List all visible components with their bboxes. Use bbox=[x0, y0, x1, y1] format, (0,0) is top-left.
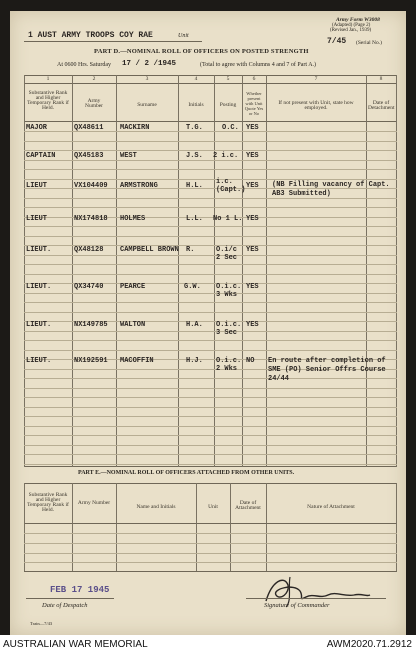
posting-cell: i.c. (Capt.) bbox=[216, 178, 246, 194]
surname-cell: PEARCE bbox=[120, 283, 146, 291]
army-number-cell: QX45183 bbox=[74, 152, 104, 160]
surname-cell: ARMSTRONG bbox=[120, 182, 158, 190]
part-e-header-nature: Nature of Attachment bbox=[307, 504, 355, 510]
posting-cell: O.C. bbox=[222, 124, 239, 132]
signature-label: Signature of Commander bbox=[264, 602, 330, 609]
present-cell: YES bbox=[246, 246, 259, 254]
table-bottom-border bbox=[24, 466, 397, 467]
present-cell: NO bbox=[246, 357, 255, 365]
initials-cell: T.G. bbox=[186, 124, 203, 132]
date-suffix: (Total to agree with Columns 4 and 7 of Part A.) bbox=[200, 62, 317, 68]
ruled-line bbox=[24, 464, 397, 465]
ruled-line bbox=[24, 302, 397, 303]
col-header-rank: Substantive Rank and Higher Temporary Rank if Held. bbox=[27, 90, 69, 111]
surname-cell: WEST bbox=[120, 152, 137, 160]
col-num-1: 1 bbox=[46, 76, 50, 82]
date-prefix: At 0600 Hrs. Saturday bbox=[57, 62, 111, 68]
ruled-line bbox=[24, 207, 397, 208]
part-e-rule bbox=[24, 533, 397, 534]
ruled-line bbox=[24, 426, 397, 427]
army-number-cell: NX192591 bbox=[74, 357, 108, 365]
serial-label: (Serial No.) bbox=[356, 40, 382, 46]
footer-accession: AWM2020.71.2912 bbox=[326, 639, 412, 650]
part-e-col-3 bbox=[196, 483, 197, 571]
ruled-line bbox=[24, 274, 397, 275]
initials-cell: H.L. bbox=[186, 182, 203, 190]
surname-cell: MACKIRN bbox=[120, 124, 150, 132]
part-e-top-border bbox=[24, 483, 397, 484]
date-value: 17 / 2 /1945 bbox=[122, 60, 177, 68]
date-of-despatch-label: Date of Despatch bbox=[42, 602, 88, 609]
ruled-line bbox=[24, 388, 397, 389]
part-e-col-right bbox=[396, 483, 397, 571]
initials-cell: H.J. bbox=[186, 357, 203, 365]
despatch-date-stamp: FEB 17 1945 bbox=[50, 585, 110, 595]
part-d-table bbox=[10, 11, 406, 635]
army-number-cell: QX48128 bbox=[74, 246, 104, 254]
initials-cell: G.W. bbox=[184, 283, 201, 291]
part-d-title: PART D.—NOMINAL ROLL OF OFFICERS ON POSTED STRENGTH bbox=[94, 48, 309, 55]
col-num-6: 6 bbox=[252, 76, 256, 82]
army-number-cell: VX104409 bbox=[74, 182, 108, 190]
form-id-line3: (Revised Jan., 1939) bbox=[330, 28, 372, 33]
ruled-line bbox=[24, 169, 397, 170]
despatch-underline bbox=[26, 598, 114, 599]
part-e-header-date: Date of Attachment bbox=[235, 500, 261, 511]
posting-cell: O.i.c. 2 Wks bbox=[216, 357, 242, 373]
part-e-col-5 bbox=[266, 483, 267, 571]
part-e-header-number: Army Number bbox=[77, 500, 111, 506]
part-e-header-unit: Unit bbox=[208, 504, 218, 510]
present-cell: YES bbox=[246, 182, 259, 190]
ruled-line bbox=[24, 445, 397, 446]
archive-footer bbox=[0, 635, 416, 653]
col-header-employed: If not present with Unit, state how employed. bbox=[278, 100, 354, 111]
army-number-cell: QX34740 bbox=[74, 283, 104, 291]
header-divider bbox=[24, 121, 397, 122]
present-cell: YES bbox=[246, 124, 259, 132]
surname-cell: HOLMES bbox=[120, 215, 146, 223]
surname-cell: MACOFFIN bbox=[120, 357, 154, 365]
present-cell: YES bbox=[246, 215, 259, 223]
signature-underline bbox=[246, 598, 386, 599]
ruled-line bbox=[24, 141, 397, 142]
col-header-detachment: Date of Detachment bbox=[368, 100, 395, 111]
ruled-line bbox=[24, 264, 397, 265]
form-id-line2: (Adapted) (Page 2) bbox=[332, 23, 371, 28]
ruled-line bbox=[24, 331, 397, 332]
ruled-line bbox=[24, 312, 397, 313]
rank-cell: CAPTAIN bbox=[26, 152, 56, 160]
army-number-cell: QX48611 bbox=[74, 124, 104, 132]
col-border-left bbox=[24, 75, 25, 467]
present-cell: YES bbox=[246, 283, 259, 291]
rank-cell: LIEUT bbox=[26, 182, 48, 190]
ruled-line bbox=[24, 236, 397, 237]
ruled-line bbox=[24, 340, 397, 341]
part-e-col-4 bbox=[230, 483, 231, 571]
ruled-line bbox=[24, 416, 397, 417]
col-header-number: Army Number bbox=[84, 98, 104, 109]
col-number-divider bbox=[24, 83, 397, 84]
col-border-right bbox=[396, 75, 397, 467]
col-header-posting: Posting bbox=[219, 102, 237, 108]
employed-cell: (NB Filling vacancy of Capt. AB3 Submitted) bbox=[272, 181, 390, 198]
rank-cell: LIEUT. bbox=[26, 283, 52, 291]
col-border-2 bbox=[116, 75, 117, 467]
rank-cell: LIEUT. bbox=[26, 321, 52, 329]
rank-cell: LIEUT. bbox=[26, 246, 52, 254]
part-e-col-2 bbox=[116, 483, 117, 571]
col-num-8: 8 bbox=[379, 76, 383, 82]
col-num-7: 7 bbox=[314, 76, 318, 82]
posting-cell: O.i.c. 3 Wks bbox=[216, 283, 242, 299]
col-border-5 bbox=[242, 75, 243, 467]
surname-cell: WALTON bbox=[120, 321, 146, 329]
ruled-line bbox=[24, 454, 397, 455]
initials-cell: L.L. bbox=[186, 215, 203, 223]
form-id-line1: Army Form W3008 bbox=[336, 17, 380, 23]
army-number-cell: NX149785 bbox=[74, 321, 108, 329]
ruled-line bbox=[24, 293, 397, 294]
part-e-rule bbox=[24, 562, 397, 563]
col-num-4: 4 bbox=[194, 76, 198, 82]
rank-cell: LIEUT. bbox=[26, 357, 52, 365]
ruled-line bbox=[24, 435, 397, 436]
col-border-6 bbox=[266, 75, 267, 467]
employed-cell: En route after completion of SME (PO) Senior Offrs Course 24/44 bbox=[268, 357, 386, 383]
serial-value: 7/45 bbox=[327, 37, 347, 46]
present-cell: YES bbox=[246, 321, 259, 329]
posting-cell: No 1 L. bbox=[213, 215, 243, 223]
ruled-line bbox=[24, 407, 397, 408]
ruled-line bbox=[24, 226, 397, 227]
table-top-border bbox=[24, 75, 397, 76]
army-number-cell: NX174818 bbox=[74, 215, 108, 223]
surname-cell: CAMPBELL BROWN bbox=[120, 246, 179, 254]
part-e-rule bbox=[24, 553, 397, 554]
rank-cell: MAJOR bbox=[26, 124, 48, 132]
col-header-surname: Surname bbox=[137, 102, 157, 108]
unit-label: Unit bbox=[178, 33, 189, 39]
ruled-line bbox=[24, 350, 397, 351]
ruled-line bbox=[24, 397, 397, 398]
col-num-2: 2 bbox=[92, 76, 96, 82]
present-cell: YES bbox=[246, 152, 259, 160]
col-header-initials: Initials bbox=[188, 102, 204, 108]
footer-institution: AUSTRALIAN WAR MEMORIAL bbox=[3, 639, 148, 650]
part-e-header-name: Name and Initials bbox=[136, 504, 176, 510]
col-num-3: 3 bbox=[145, 76, 149, 82]
ruled-line bbox=[24, 179, 397, 180]
ruled-line bbox=[24, 150, 397, 151]
col-border-1 bbox=[72, 75, 73, 467]
col-border-3 bbox=[178, 75, 179, 467]
posting-cell: O.i/c 2 Sec bbox=[216, 246, 238, 262]
rank-cell: LIEUT bbox=[26, 215, 48, 223]
initials-cell: H.A. bbox=[186, 321, 203, 329]
part-e-rule bbox=[24, 543, 397, 544]
posting-cell: 2 i.c. bbox=[213, 152, 239, 160]
initials-cell: J.S. bbox=[186, 152, 203, 160]
initials-cell: R. bbox=[186, 246, 195, 254]
print-code: Train—7/43 bbox=[30, 621, 53, 626]
part-e-header-divider bbox=[24, 523, 397, 524]
part-e-header-rank: Substantive Rank and Higher Temporary Rank if Held. bbox=[27, 492, 69, 513]
form-page bbox=[10, 11, 406, 635]
posting-cell: O.i.c. 3 Sec bbox=[216, 321, 242, 337]
unit-value: 1 AUST ARMY TROOPS COY RAE bbox=[28, 31, 153, 40]
col-header-present: Whether present with Unit Quote Yes or No bbox=[244, 91, 264, 116]
ruled-line bbox=[24, 255, 397, 256]
col-num-5: 5 bbox=[226, 76, 230, 82]
part-e-title: PART E.—NOMINAL ROLL OF OFFICERS ATTACHED FROM OTHER UNITS. bbox=[78, 470, 295, 476]
part-e-col-1 bbox=[72, 483, 73, 571]
col-border-4 bbox=[214, 75, 215, 467]
col-border-7 bbox=[366, 75, 367, 467]
